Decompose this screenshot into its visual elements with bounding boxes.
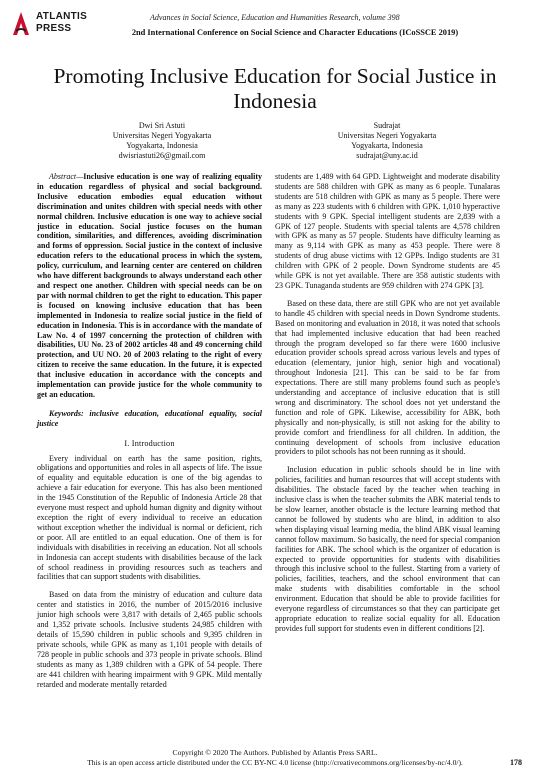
license-line[interactable]: This is an open access article distributed under the CC BY-NC 4.0 license (http://creativecommons.org/licenses/by-nc/4.0/). bbox=[87, 758, 463, 767]
author-name: Dwi Sri Astuti bbox=[138, 121, 186, 130]
author-email[interactable]: dwisriastuti26@gmail.com bbox=[118, 151, 206, 160]
author-block-1 bbox=[67, 121, 257, 161]
body-paragraph: Based on data from the ministry of education and culture data center and statistics in 2016, the number of 2015/2016 inclusive junior high schools were 3,817 with details of 2,465 public schools and 1,352 private schools. Inclusive students 24,985 children with details of 15,590 children in public schools and 9,395 children in private schools, while GPK as many as 1,101 people with details of 728 people in public schools and 373 people in private schools. Blind students as many as 1,389 children with a GPK of 54 people. There are 441 children with hearing impairment with 9 GPK. Mild mentally retarded and moderate mentally retarded bbox=[37, 590, 262, 689]
author-block-2 bbox=[292, 121, 482, 161]
author-affiliation: Universitas Negeri Yogyakarta bbox=[337, 131, 437, 140]
logo-line-2: PRESS bbox=[36, 23, 72, 34]
author-name: Sudrajat bbox=[373, 121, 401, 130]
body-paragraph: Inclusion education in public schools should be in line with policies, facilities and human resources that will accept students with disabilities. The obstacle faced by the teacher when teaching in inclusive class is when the teacher submits the ABK material tends to be slow learner, another obstacle is the lecture learning method that cannot be followed by students who are blind, in addition to also when displaying visual learning media, the blind ABK visual learning cannot follow maximum. So basically, the need for special companion facilities for ABK. The school which is the organizer of education is expected to provide opportunities for students with disabilities through this inclusive school to the fullest. Starting from a variety of policies, facilities, teachers, and the school environment that can make students with disabilities comfortable in the school environment. Education that should be able to provide facilities for everyone regardless of circumstances so that they can participate get appropriate education to realize social equality for all. Education provides full support for students even in different conditions [2]. bbox=[275, 465, 500, 633]
journal-header: Advances in Social Science, Education and Humanities Research, volume 398 bbox=[150, 13, 400, 22]
atlantis-logo-icon bbox=[10, 10, 32, 36]
logo-line-1: ATLANTIS bbox=[36, 11, 88, 22]
body-paragraph: Based on these data, there are still GPK who are not yet available to handle 45 children with special needs in Down Syndrome students. Based on monitoring and evaluation in 2018, it was noted that schools that had implemented inclusive education that had been reached through the program developed so far there were 1600 inclusive education provider schools spread across various levels and types of education (elementary, junior high, senior high and vocational) throughout Indonesia [21]. This can be said to be far from expectations. There are still many problems found such as people's understanding and acceptance of inclusive education that is still wrong and discriminatory. The school does not yet understand the function and role of GPK. Likewise, accessibility for ABK, both physically and non-physically, is still not asking for the ability to provide comfort and friendliness for all children. In addition, the continuing development of schools from inclusive education providers to pilot schools has not been running as it should. bbox=[275, 298, 500, 457]
body-paragraph: students are 1,489 with 64 GPD. Lightweight and moderate disability students are 588 children with GPK as many as 6 people. Tunalaras students are 518 children with GPK as many as 5 people. There were as many as 223 students with 6 children with GPK. 1,010 hyperactive students with 9 GPK. Special intelligent students are 2,839 with a GPK of 127 people. Students with special talents are 4,578 children with GPK as many as 57 people. Students have difficulty learning as many as 9,114 with GPK as many as 453 people. There were 8 students of drug abuse victims with 12 GPPs. Indigo students are 31 children with GPK of 2 people. Down Syndrome students are 45 while GPK is not yet available. There are 358 autistic students with 23 GPK. Tunaganda students are 959 children with 274 GPK [3]. bbox=[275, 172, 500, 290]
author-affiliation: Universitas Negeri Yogyakarta bbox=[112, 131, 212, 140]
section-heading: I. Introduction bbox=[124, 438, 175, 448]
left-column bbox=[37, 172, 262, 689]
keywords: Keywords: inclusive education, educational equality, social justice bbox=[37, 408, 262, 428]
conference-header: 2nd International Conference on Social Science and Character Educations (ICoSSCE 2019) bbox=[131, 28, 459, 37]
copyright-line: Copyright © 2020 The Authors. Published by Atlantis Press SARL. bbox=[172, 748, 378, 757]
body-paragraph: Every individual on earth has the same position, rights, obligations and opportunities and roles in all aspects of life. The issue of equality and equitable education is one of the big agendas to achieve a fair education for everyone. This has also been mentioned in the 1945 Constitution of the Republic of Indonesia Article 28 that everyone must respect and uphold human dignity and dignity without exception the right of every individual to receive an education without exception whether the individual is normal or deficient, rich or poor. All are entitled to an equal education. One of them is for individuals with disabilities in receiving an education. Not all schools in Indonesia can accept students with disabilities because of the lack of school readiness in providing resources such as teachers and facilities that can support students with disabilities. bbox=[37, 453, 262, 582]
abstract-lead: Abstract— bbox=[49, 172, 84, 181]
abstract bbox=[37, 172, 262, 400]
author-email[interactable]: sudrajat@uny.ac.id bbox=[356, 151, 418, 160]
author-location: Yogyakarta, Indonesia bbox=[126, 141, 198, 150]
footer bbox=[30, 748, 520, 768]
paper-title: Promoting Inclusive Education for Social Justice in Indonesia bbox=[53, 64, 497, 113]
atlantis-press-logo bbox=[10, 9, 110, 43]
page-number: 178 bbox=[510, 758, 522, 767]
right-column bbox=[275, 172, 500, 634]
abstract-text: Inclusive education is one way of realizing equality in education regardless of physical and social background. Inclusive education embodies equal education without discrimination and unites children with special needs with other normal children. Inclusive education is one way to achieve social justice in education. Social justice focuses on the human condition, similarities, and differences, avoiding discrimination and forms of oppression. Social justice in the context of inclusive education refers to the educational process in which the system, policy, curriculum, and learning center are centered on children who have different backgrounds to always understand each other and respect one another. Children with special needs can be on par with normal children to get the right to education. This paper is focused on knowing inclusive education that has been implemented in Indonesia to realize social justice in the field of education in Indonesia. This is in accordance with the mandate of Law No. 4 of 1997 concerning the protection of children with disabilities, UU No. 23 of 2002 articles 48 and 49 concerning child protection, and UU NO. 20 of 2003 relating to the right of every citizen to receive the same education. In the future, it is expected that inclusive education in accordance with the concepts and implementation can provide justice for the whole community to get an education. bbox=[37, 172, 262, 399]
author-location: Yogyakarta, Indonesia bbox=[351, 141, 423, 150]
